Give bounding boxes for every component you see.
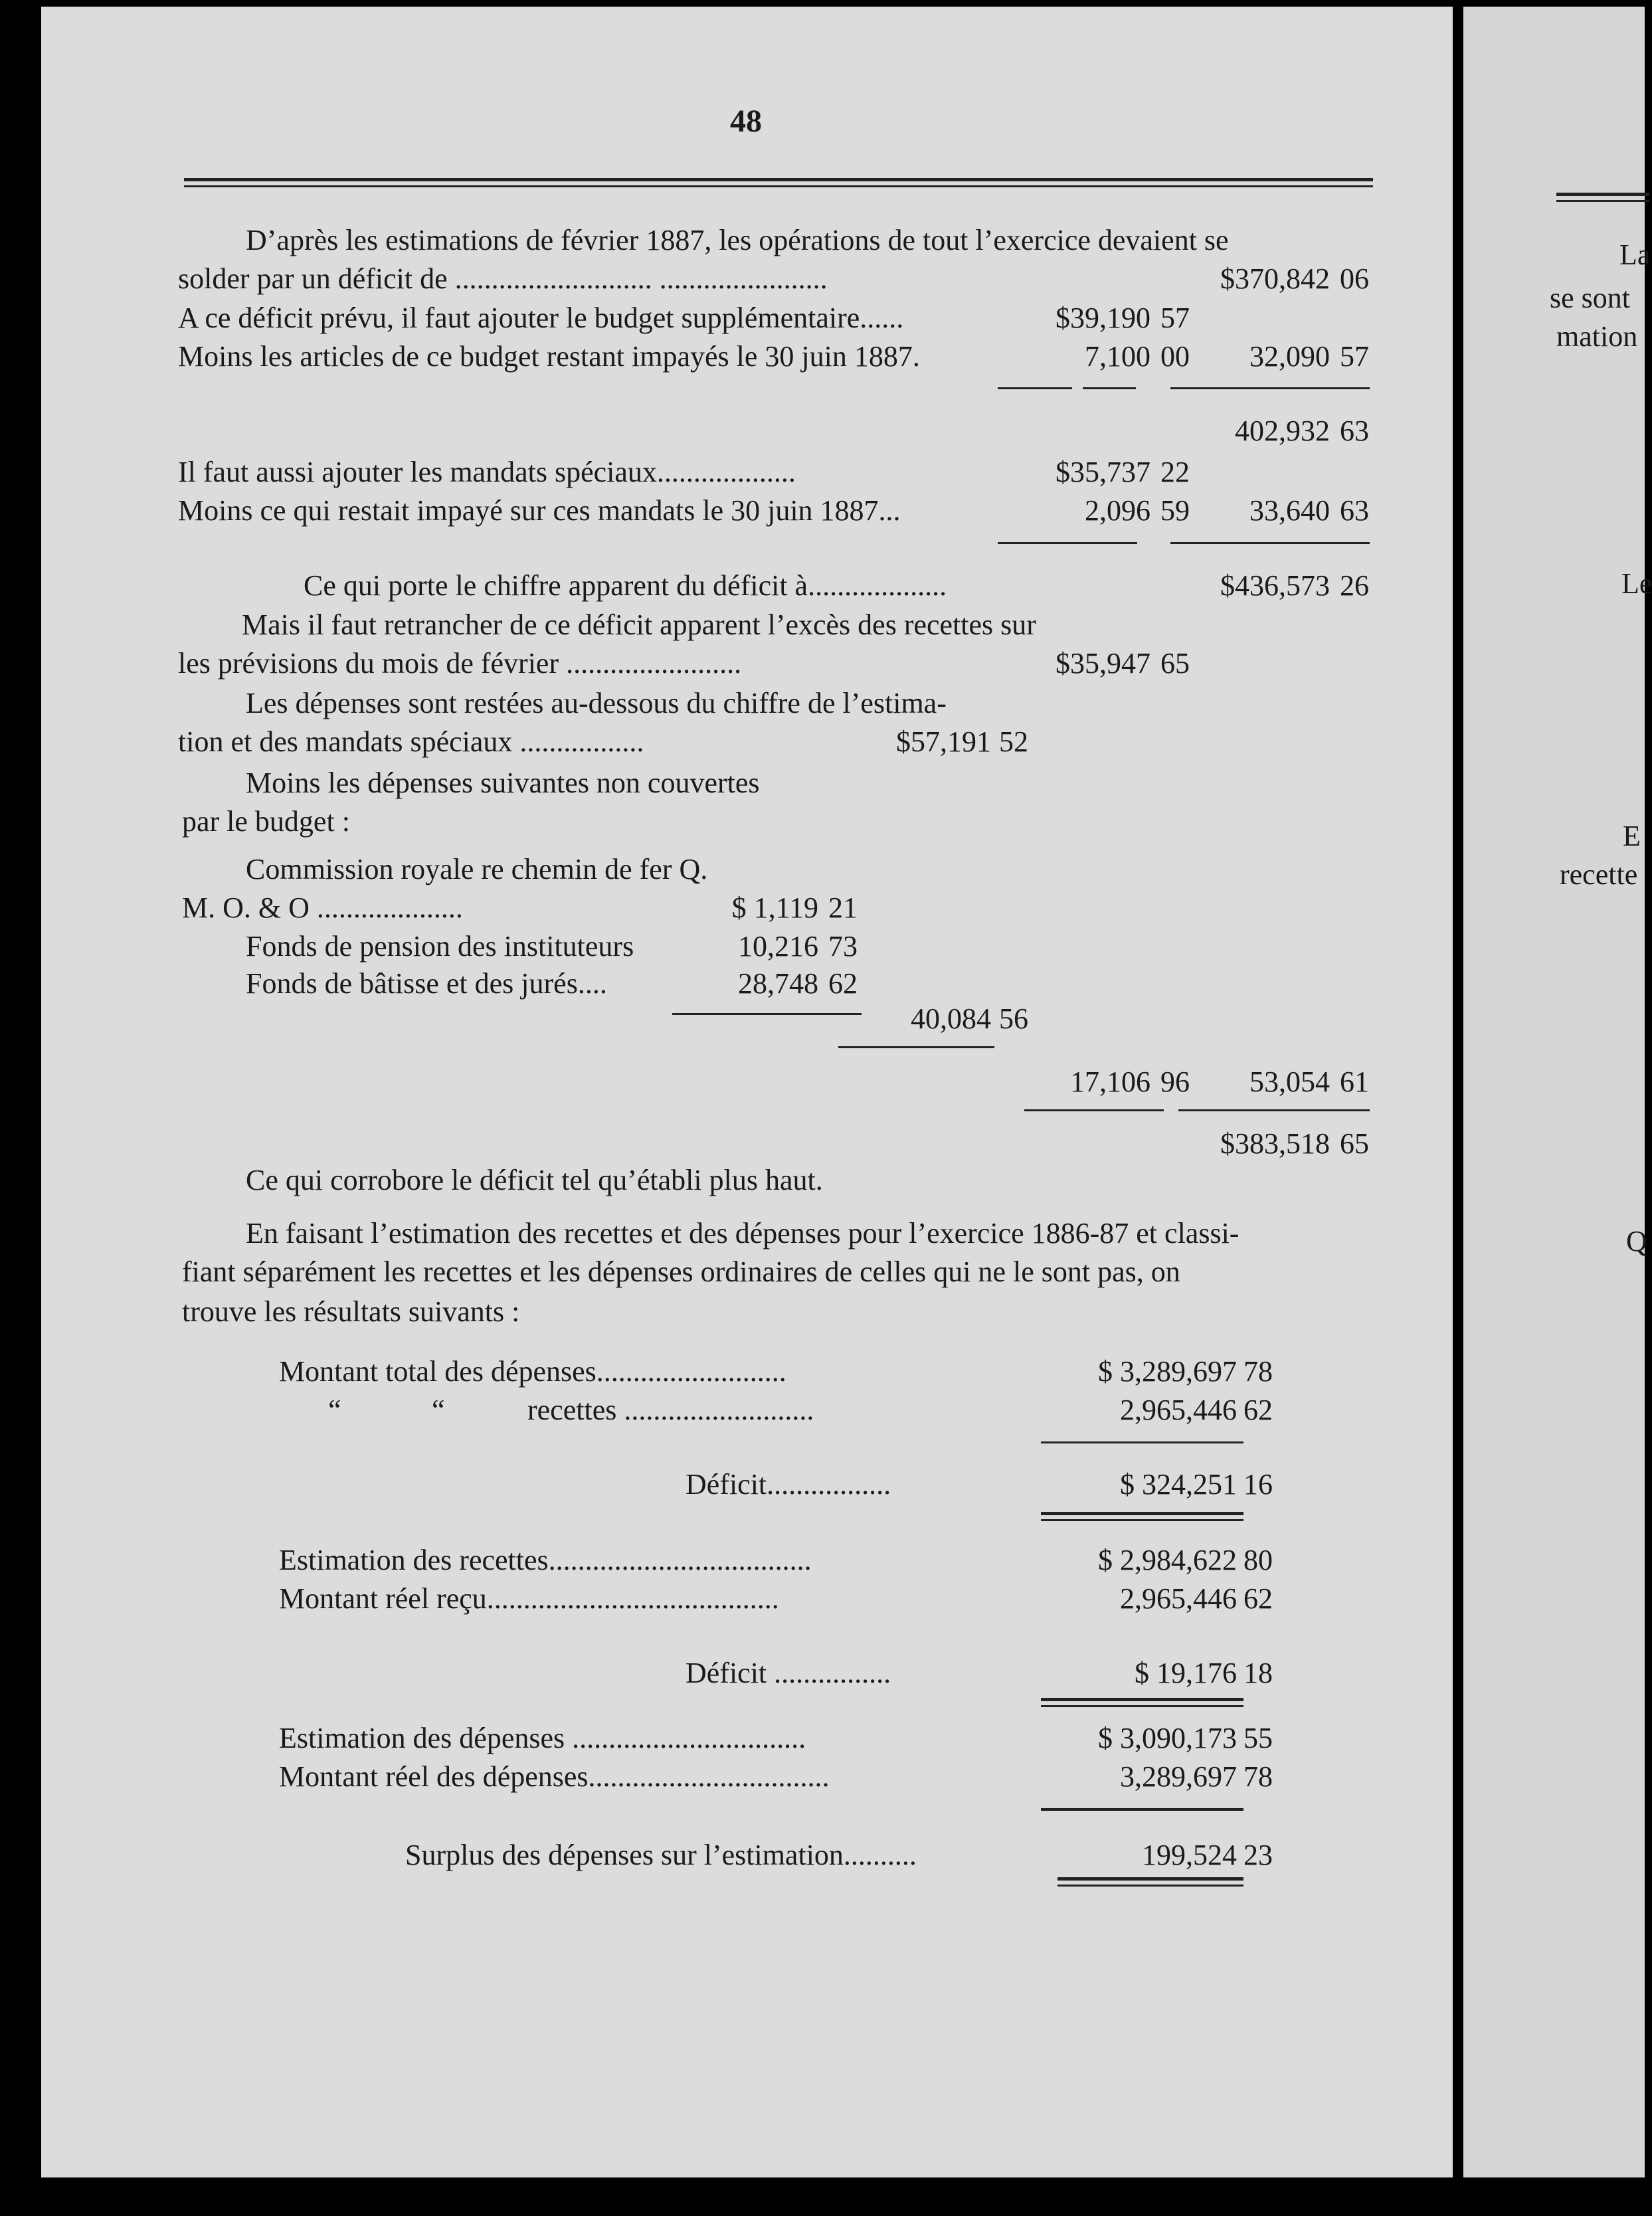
mandats-cents: 22	[1160, 456, 1190, 488]
rule	[1170, 387, 1370, 389]
double-rule	[1057, 1877, 1243, 1887]
pension-amount: 10,216	[738, 930, 818, 963]
reel-rec-cents: 62	[1243, 1582, 1273, 1615]
deficit2-cents: 18	[1243, 1657, 1273, 1689]
rule	[1041, 1808, 1243, 1811]
est-rec-cents: 80	[1243, 1544, 1273, 1576]
adjacent-fragment: E	[1623, 820, 1641, 852]
commission-amount: $ 1,119	[731, 891, 818, 924]
reel-rec-label: Montant réel reçu........................................	[279, 1582, 779, 1615]
subtotal1-cents: 63	[1340, 415, 1369, 447]
depenses-label: tion et des mandats spéciaux .................	[178, 725, 644, 758]
commission-line-1: Commission royale re chemin de fer Q.	[246, 853, 708, 885]
subtotal1-amount: 402,932	[1235, 415, 1330, 447]
reel-rec-amount: 2,965,446	[1120, 1582, 1237, 1615]
diff-amount: 17,106	[1070, 1065, 1150, 1098]
reel-dep-amount: 3,289,697	[1120, 1760, 1237, 1793]
mandats-label: Il faut aussi ajouter les mandats spéciaux...................	[178, 456, 796, 488]
deficit1-label: Déficit.................	[686, 1468, 891, 1501]
adjacent-rule	[1556, 193, 1649, 202]
deficit1-amount: $ 324,251	[1120, 1468, 1237, 1501]
surplus-label: Surplus des dépenses sur l’estimation..........	[405, 1839, 917, 1871]
est-dep-label: Estimation des dépenses ................................	[279, 1722, 806, 1754]
depenses-line-1: Les dépenses sont restées au-dessous du chiffre de l’estima-	[246, 687, 947, 719]
apparent-label: Ce qui porte le chiffre apparent du déficit à...................	[304, 569, 947, 602]
adjacent-page	[1463, 7, 1652, 2177]
budget-supp-label: A ce déficit prévu, il faut ajouter le budget supplémentaire......	[178, 302, 904, 334]
deficit2-amount: $ 19,176	[1135, 1657, 1237, 1689]
adjacent-fragment: se sont	[1550, 282, 1630, 314]
rule	[1041, 1441, 1243, 1443]
rule	[1170, 542, 1370, 544]
diff-cents: 96	[1160, 1065, 1190, 1098]
mandats-amount: $35,737	[1055, 456, 1150, 488]
depenses-amount: $57,191	[896, 725, 991, 758]
sum-moins-cents: 56	[999, 1002, 1028, 1035]
total-rec-label: recettes ..........................	[527, 1394, 814, 1426]
intro-line-2: solder par un déficit de ........................... .......................	[178, 262, 828, 295]
sum-moins-amount: 40,084	[911, 1002, 991, 1035]
budget-supp-amount: $39,190	[1055, 302, 1150, 334]
reel-dep-label: Montant réel des dépenses.................................	[279, 1760, 830, 1793]
mandats-unpaid-label: Moins ce qui restait impayé sur ces mandats le 30 juin 1887...	[178, 494, 901, 527]
batisse-amount: 28,748	[738, 967, 818, 1000]
surplus-cents: 23	[1243, 1839, 1273, 1871]
est-dep-amount: $ 3,090,173	[1098, 1722, 1237, 1754]
intro-line-1: D’après les estimations de février 1887, les opérations de tout l’exercice devaient se	[246, 224, 1229, 256]
adjacent-fragment: La	[1619, 238, 1651, 271]
ditto-mark-2: “	[432, 1394, 445, 1426]
total-dep-amount: $ 3,289,697	[1098, 1355, 1237, 1388]
para2-line-1: En faisant l’estimation des recettes et des dépenses pour l’exercice 1886-87 et classi-	[246, 1217, 1239, 1249]
batisse-label: Fonds de bâtisse et des jurés....	[246, 967, 607, 1000]
deficit2-label: Déficit ................	[686, 1657, 891, 1689]
apparent-amount: $436,573	[1220, 569, 1330, 602]
budget-unpaid-cents: 00	[1160, 340, 1190, 373]
excess-cents: 65	[1160, 647, 1190, 680]
rule	[838, 1046, 994, 1048]
budget-supp-cents: 57	[1160, 302, 1190, 334]
intro-amount: $370,842	[1220, 262, 1330, 295]
total-dep-cents: 78	[1243, 1355, 1273, 1388]
mandats-unpaid-amount: 2,096	[1085, 494, 1150, 527]
est-rec-label: Estimation des recettes....................................	[279, 1544, 812, 1576]
budget-unpaid-label: Moins les articles de ce budget restant impayés le 30 juin 1887.	[178, 340, 920, 373]
adjacent-fragment: recette	[1560, 858, 1638, 891]
budget-net-cents: 57	[1340, 340, 1369, 373]
est-rec-amount: $ 2,984,622	[1098, 1544, 1237, 1576]
para2-line-2: fiant séparément les recettes et les dépenses ordinaires de celles qui ne le sont pas, on	[182, 1255, 1180, 1288]
final-cents: 65	[1340, 1127, 1369, 1160]
rule	[1083, 387, 1136, 389]
document-page	[41, 7, 1453, 2177]
deficit1-cents: 16	[1243, 1468, 1273, 1501]
surplus-amount: 199,524	[1142, 1839, 1237, 1871]
ditto-mark-1: “	[328, 1394, 341, 1426]
pension-cents: 73	[828, 930, 858, 963]
depenses-cents: 52	[999, 725, 1028, 758]
total-dep-label: Montant total des dépenses..........................	[279, 1355, 786, 1388]
mandats-net-cents: 63	[1340, 494, 1369, 527]
budget-net-amount: 32,090	[1249, 340, 1330, 373]
excess-amount: $35,947	[1055, 647, 1150, 680]
rule	[1024, 1109, 1164, 1111]
mandats-unpaid-cents: 59	[1160, 494, 1190, 527]
adjacent-fragment: mation	[1556, 320, 1638, 353]
final-amount: $383,518	[1220, 1127, 1330, 1160]
commission-cents: 21	[828, 891, 858, 924]
double-rule	[1041, 1512, 1243, 1521]
est-dep-cents: 55	[1243, 1722, 1273, 1754]
page-number: 48	[730, 104, 762, 139]
rule	[998, 542, 1137, 544]
para2-line-3: trouve les résultats suivants :	[182, 1295, 520, 1328]
moins-line-2: par le budget :	[182, 805, 350, 838]
commission-label: M. O. & O ....................	[182, 891, 463, 924]
rule	[998, 387, 1072, 389]
adjacent-fragment: Le	[1621, 567, 1652, 600]
double-rule	[1041, 1698, 1243, 1707]
apparent-cents: 26	[1340, 569, 1369, 602]
total-rec-amount: 2,965,446	[1120, 1394, 1237, 1426]
diff-total-cents: 61	[1340, 1065, 1369, 1098]
batisse-cents: 62	[828, 967, 858, 1000]
diff-total-amount: 53,054	[1249, 1065, 1330, 1098]
mandats-net-amount: 33,640	[1249, 494, 1330, 527]
reel-dep-cents: 78	[1243, 1760, 1273, 1793]
corrobore-text: Ce qui corrobore le déficit tel qu’établi plus haut.	[246, 1164, 823, 1196]
total-rec-cents: 62	[1243, 1394, 1273, 1426]
excess-label: les prévisions du mois de février ........................	[178, 647, 742, 680]
rule	[1178, 1109, 1370, 1111]
moins-line-1: Moins les dépenses suivantes non couvertes	[246, 767, 760, 799]
excess-line-1: Mais il faut retrancher de ce déficit apparent l’excès des recettes sur	[242, 608, 1036, 641]
header-double-rule	[184, 178, 1373, 187]
budget-unpaid-amount: 7,100	[1085, 340, 1150, 373]
pension-label: Fonds de pension des instituteurs	[246, 930, 634, 963]
intro-cents: 06	[1340, 262, 1369, 295]
adjacent-fragment: Q	[1626, 1225, 1647, 1257]
